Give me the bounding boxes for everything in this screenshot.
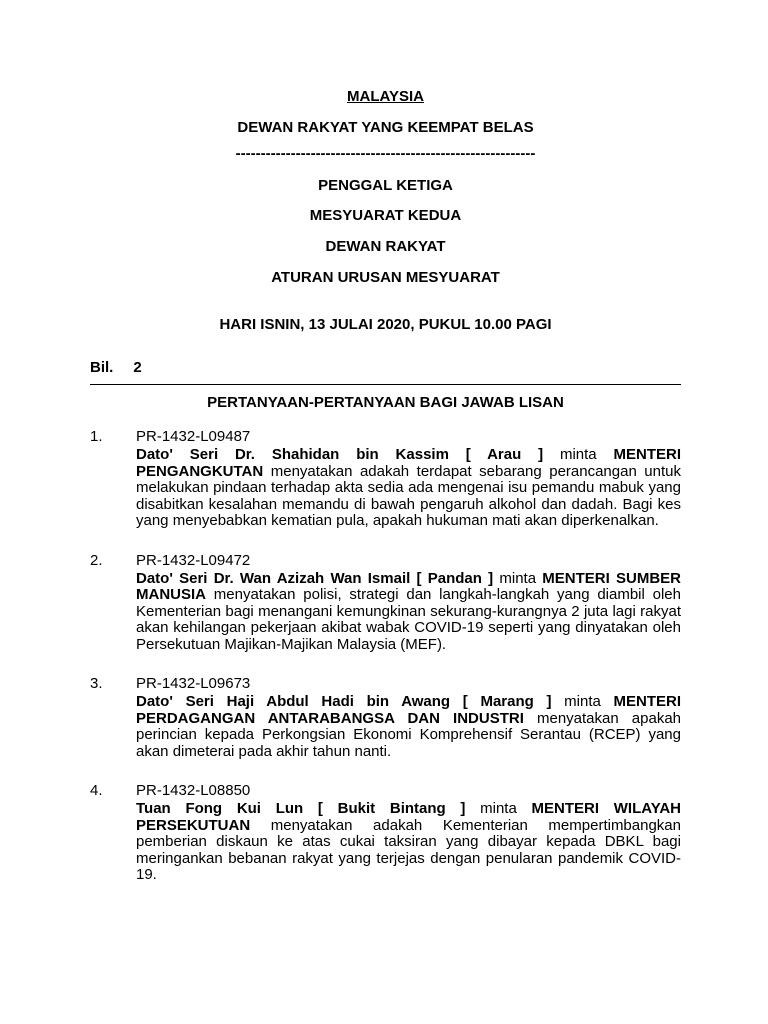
session-heading: PENGGAL KETIGA	[318, 177, 453, 194]
question-code: PR-1432-L09673	[136, 675, 251, 692]
date-heading: HARI ISNIN, 13 JULAI 2020, PUKUL 10.00 PAGI	[219, 316, 552, 333]
question-number: 2.	[90, 551, 103, 569]
minta-word: minta	[493, 569, 543, 587]
bil-label: Bil.	[90, 359, 114, 376]
question-number: 1.	[90, 428, 103, 445]
question-item	[90, 428, 681, 530]
question-content: menyatakan adakah Kementerian mempertimbangkan pemberian diskaun ke atas cukai taksiran yang dibayar kepada DBKL bagi meringankan bebanan rakyat yang terjejas dengan penularan pandemik COVID-19.	[136, 816, 681, 883]
question-body	[136, 782, 681, 884]
minister-name: MENTERI WILAYAH PERSEKUTUAN	[136, 800, 682, 834]
question-content: menyatakan polisi, strategi dan langkah-langkah yang diambil oleh Kementerian bagi menangani kemungkinan sekurang-kurangnya 2 juta lagi rakyat akan kehilangan pekerjaan akibat wabak COVID-19 seperti yang dinyatakan oleh Persekutuan Majikan-Majikan Malaysia (MEF).	[136, 586, 681, 653]
question-text	[136, 694, 681, 760]
question-code: PR-1432-L09472	[136, 551, 251, 569]
question-text	[136, 447, 681, 530]
question-code: PR-1432-L08850	[136, 782, 251, 799]
question-content: menyatakan apakah perincian kepada Perkongsian Ekonomi Komprehensif Serantau (RCEP) yang akan dimeterai pada akhir tahun nanti.	[136, 709, 682, 760]
minister-name: MENTERI SUMBER MANUSIA	[136, 569, 682, 603]
mp-name: Tuan Fong Kui Lun [ Bukit Bintang ]	[136, 800, 466, 817]
minta-word: minta	[465, 800, 532, 817]
house-heading: DEWAN RAKYAT YANG KEEMPAT BELAS	[237, 119, 534, 136]
mp-name: Dato' Seri Dr. Wan Azizah Wan Ismail [ Pandan ]	[136, 569, 494, 587]
minta-word: minta	[543, 446, 614, 463]
order-heading: ATURAN URUSAN MESYUARAT	[271, 269, 500, 286]
question-number: 4.	[90, 782, 103, 799]
question-content: menyatakan adakah terdapat sebarang perancangan untuk melakukan pindaan terhadap akta sedia ada mengenai isu pemandu mabuk yang disabitkan kesalahan memandu di bawah pengaruh alkohol dan dadah. Bagi kes yang menyebabkan kematian pula, apakah hukuman mati akan diperkenalkan.	[136, 462, 681, 529]
question-text	[136, 801, 681, 884]
question-body	[136, 552, 681, 654]
horizontal-rule	[90, 384, 681, 385]
question-item	[90, 675, 681, 760]
question-number: 3.	[90, 675, 103, 692]
minister-name: MENTERI PERDAGANGAN ANTARABANGSA DAN INDUSTRI	[136, 693, 682, 727]
question-item	[90, 552, 681, 654]
separator-line: ------------------------------------------------------------	[235, 145, 536, 162]
question-item	[90, 782, 681, 884]
section-title: PERTANYAAN-PERTANYAAN BAGI JAWAB LISAN	[207, 394, 564, 411]
question-body	[136, 428, 681, 530]
question-text	[136, 571, 681, 654]
country-heading: MALAYSIA	[347, 88, 424, 105]
question-code: PR-1432-L09487	[136, 428, 251, 445]
meeting-heading: MESYUARAT KEDUA	[309, 207, 462, 224]
question-body	[136, 675, 681, 760]
minta-word: minta	[551, 693, 614, 710]
bil-number: 2	[133, 359, 142, 376]
mp-name: Dato' Seri Haji Abdul Hadi bin Awang [ Marang ]	[136, 693, 552, 710]
mp-name: Dato' Seri Dr. Shahidan bin Kassim [ Arau ]	[136, 446, 544, 463]
bil-line	[90, 359, 681, 377]
chamber-heading: DEWAN RAKYAT	[325, 238, 446, 255]
minister-name: MENTERI PENGANGKUTAN	[136, 446, 682, 480]
